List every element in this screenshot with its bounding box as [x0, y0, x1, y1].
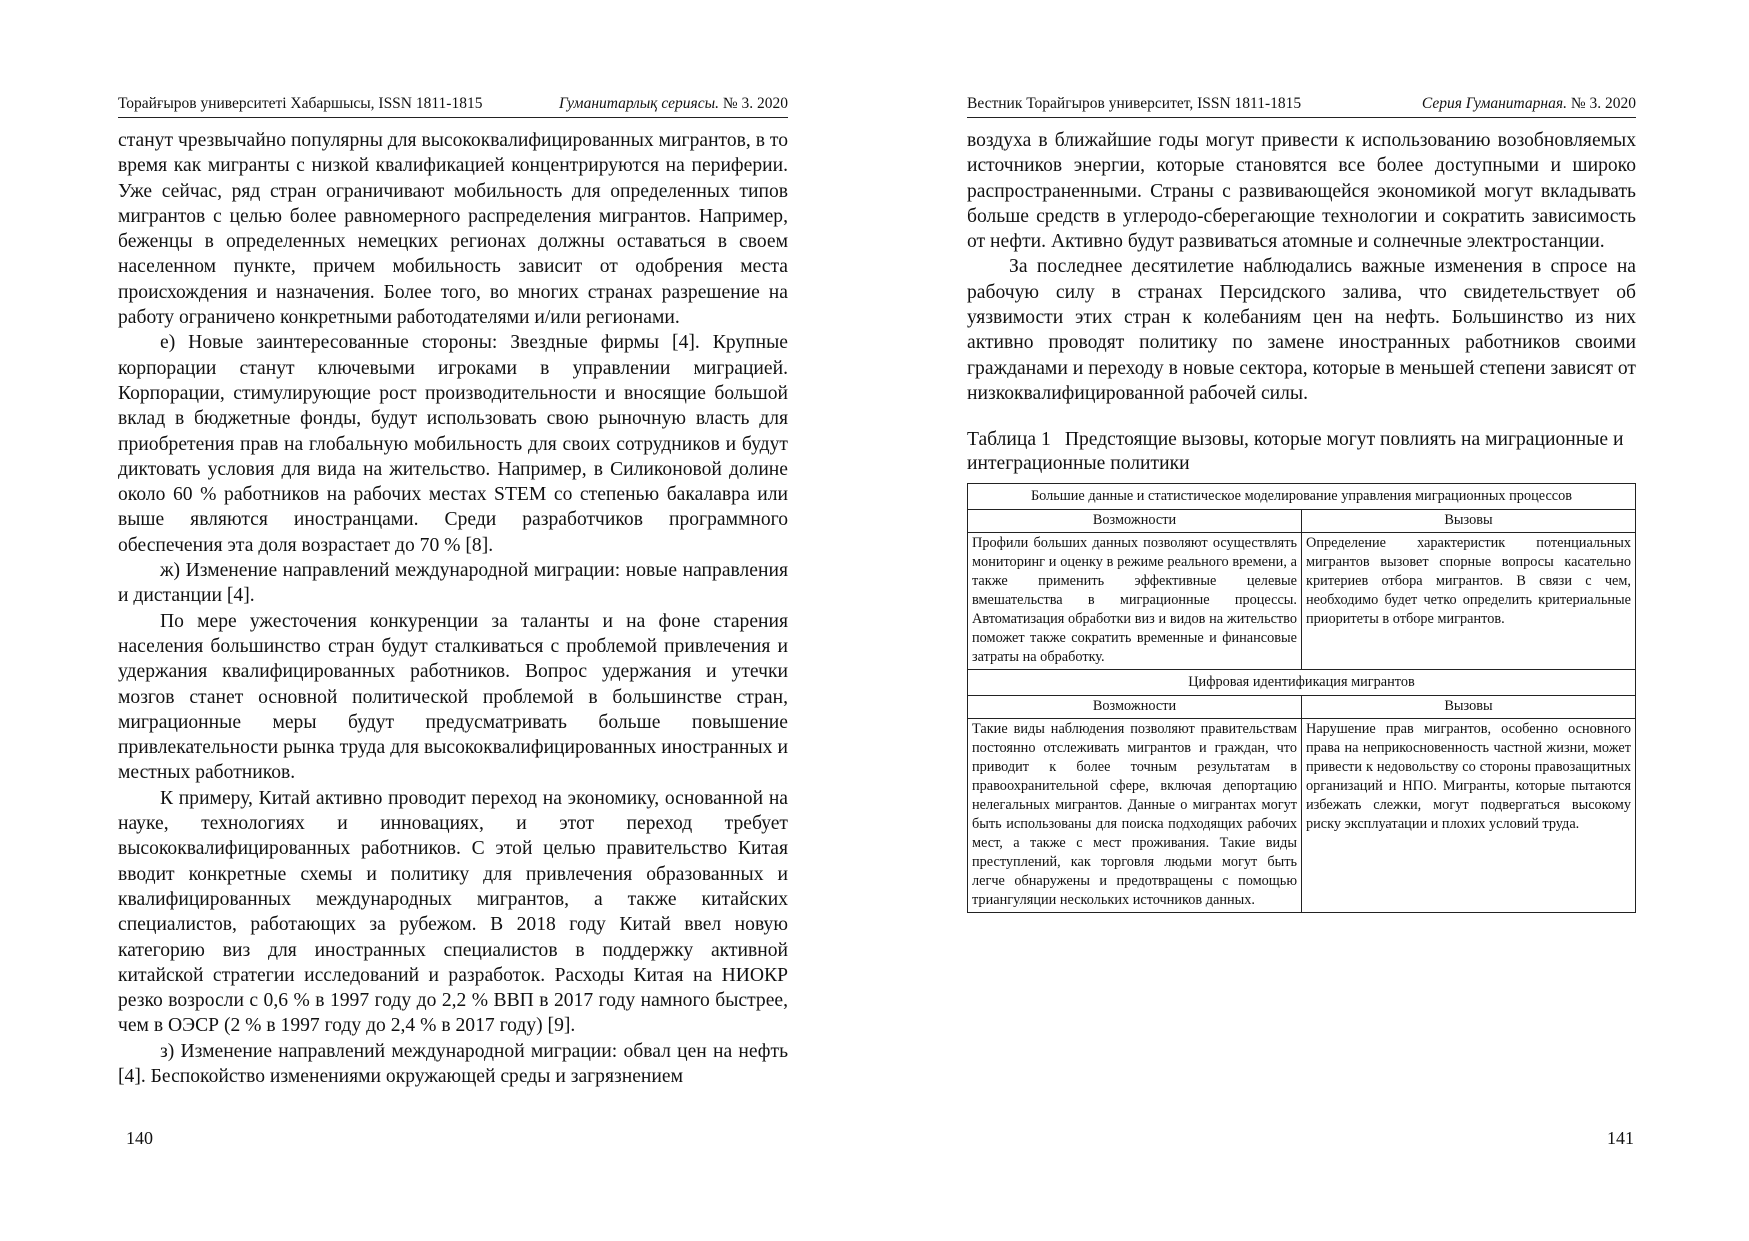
paragraph: воздуха в ближайшие годы могут привести к использованию возобновляемых источников энергии, которые становятся все более доступными и широко распространенными. Страны с развивающейся экономикой могут вкладывать больше средств в углеродо-сберегающие технологии и сократить зависимость от нефти. Активно будут развиваться атомные и солнечные электростанции. — [967, 130, 1636, 253]
table-section-row — [968, 670, 1636, 696]
challenges-table — [967, 483, 1636, 913]
table-row — [968, 533, 1636, 670]
table-section-row — [968, 484, 1636, 510]
running-header — [967, 92, 1636, 118]
running-header — [118, 92, 788, 118]
paragraph: з) Изменение направлений международной миграции: обвал цен на нефть [4]. Беспокойство изменениями окружающей среды и загрязнением — [118, 1040, 788, 1087]
table-number: Таблица 1 — [967, 429, 1051, 450]
right-page — [875, 0, 1749, 1241]
section-title: Большие данные и статистическое моделирование управления миграционных процессов — [968, 484, 1636, 510]
journal-title: Торайғыров университеті Хабаршысы, ISSN 1811-1815 — [118, 95, 483, 112]
table-cell: Определение характеристик потенциальных мигрантов вызовет спорные вопросы касательно критериев отбора мигрантов. В связи с чем, необходимо будет четко определить критериальные приоритеты в отборе мигрантов. — [1302, 533, 1636, 670]
series-info — [559, 94, 788, 114]
table-cell: Такие виды наблюдения позволяют правительствам постоянно отслеживать мигрантов и граждан, что приводит к более точным результатам в правоохранительной сфере, включая депортацию нелегальных мигрантов. Данные о мигрантах могут быть использованы для поиска подходящих рабочих мест, а также с мест проживания. Такие виды преступлений, как торговля людьми могут быть легче обнаружены и предотвращены с помощью триангуляции нескольких источников данных. — [968, 719, 1302, 913]
paragraph: станут чрезвычайно популярны для высококвалифицированных мигрантов, в то время как мигранты с низкой квалификацией концентрируются на периферии. Уже сейчас, ряд стран ограничивают мобильность для определенных типов мигрантов с целью более равномерного распределения мигрантов. Например, беженцы в определенных немецких регионах должны оставаться в своем населенном пункте, причем мобильность зависит от одобрения места происхождения и назначения. Более того, во многих странах разрешение на работу ограничено конкретными работодателями и/или регионами. — [118, 130, 788, 329]
issue-number: № 3. 2020 — [1566, 95, 1636, 112]
series-name: Серия Гуманитарная. — [1421, 95, 1567, 112]
issue-number: № 3. 2020 — [718, 95, 788, 112]
table-cell: Профили больших данных позволяют осуществлять мониторинг и оценку в режиме реального времени, а также применить эффективные целевые вмешательства в миграционные процессы. Автоматизация обработки виз и видов на жительство поможет также сократить временные и финансовые затраты на обработку. — [968, 533, 1302, 670]
table-header-row — [968, 510, 1636, 533]
paragraph: За последнее десятилетие наблюдались важные изменения в спросе на рабочую силу в странах Персидского залива, что свидетельствует об уязвимости этих стран к колебаниям цен на нефть. Большинство из них активно проводят политику по замене иностранных работников своими гражданами и переходу в новые сектора, которые в меньшей степени зависят от низкоквалифицированной рабочей силы. — [967, 256, 1636, 404]
page-number: 140 — [126, 1128, 153, 1148]
journal-title: Вестник Торайгыров университет, ISSN 1811-1815 — [967, 95, 1302, 112]
series-info — [1422, 94, 1636, 114]
left-page — [0, 0, 874, 1241]
paragraph: е) Новые заинтересованные стороны: Звездные фирмы [4]. Крупные корпорации станут ключевыми игроками в управлении миграцией. Корпорации, стимулирующие рост производительности и вносящие большой вклад в бюджетные фонды, будут использовать свою рыночную власть для приобретения прав на глобальную мобильность для своих сотрудников и будут диктовать условия для вида на жительство. Например, в Силиконовой долине около 60 % работников на рабочих местах STEM со степенью бакалавра или выше являются иностранцами. Среди разработчиков программного обеспечения эта доля возрастает до 70 % [8]. — [118, 332, 788, 556]
table-caption — [967, 428, 1636, 476]
table-header-row — [968, 696, 1636, 719]
series-name: Гуманитарлық сериясы. — [559, 95, 719, 112]
body-text — [967, 128, 1636, 406]
paragraph: К примеру, Китай активно проводит переход на экономику, основанной на науке, технологиях и инновациях, и этот переход требует высококвалифицированных работников. С этой целью правительство Китая вводит конкретные схемы и политику для привлечения образованных и квалифицированных международных мигрантов, а также китайских специалистов, работающих за рубежом. В 2018 году Китай ввел новую категорию виз для иностранных специалистов в поддержку активной китайской стратегии исследований и разработок. Расходы Китая на НИОКР резко возросли с 0,6 % в 1997 году до 2,2 % ВВП в 2017 году намного быстрее, чем в ОЭСР (2 % в 1997 году до 2,4 % в 2017 году) [9]. — [118, 787, 788, 1037]
table-row — [968, 719, 1636, 913]
table-caption-text: Предстоящие вызовы, которые могут повлиять на миграционные и интеграционные политики — [967, 429, 1624, 474]
page-number: 141 — [1607, 1128, 1634, 1148]
paragraph: По мере ужесточения конкуренции за таланты и на фоне старения населения большинство стран будут сталкиваться с проблемой привлечения и удержания квалифицированных работников. Вопрос удержания и утечки мозгов станет основной политической проблемой в большинстве стран, миграционные меры будут предусматривать больше повышение привлекательности рынка труда для высококвалифицированных иностранных и местных работников. — [118, 610, 788, 784]
column-header: Вызовы — [1302, 696, 1636, 719]
body-text — [118, 128, 788, 1089]
section-title: Цифровая идентификация мигрантов — [968, 670, 1636, 696]
table-cell: Нарушение прав мигрантов, особенно основного права на неприкосновенность частной жизни, может привести к недовольству со стороны правозащитных организаций и НПО. Мигранты, которые пытаются избежать слежки, могут подвергаться высокому риску эксплуатации и плохих условий труда. — [1302, 719, 1636, 913]
column-header: Вызовы — [1302, 510, 1636, 533]
column-header: Возможности — [968, 696, 1302, 719]
paragraph: ж) Изменение направлений международной миграции: новые направления и дистанции [4]. — [118, 560, 788, 607]
column-header: Возможности — [968, 510, 1302, 533]
